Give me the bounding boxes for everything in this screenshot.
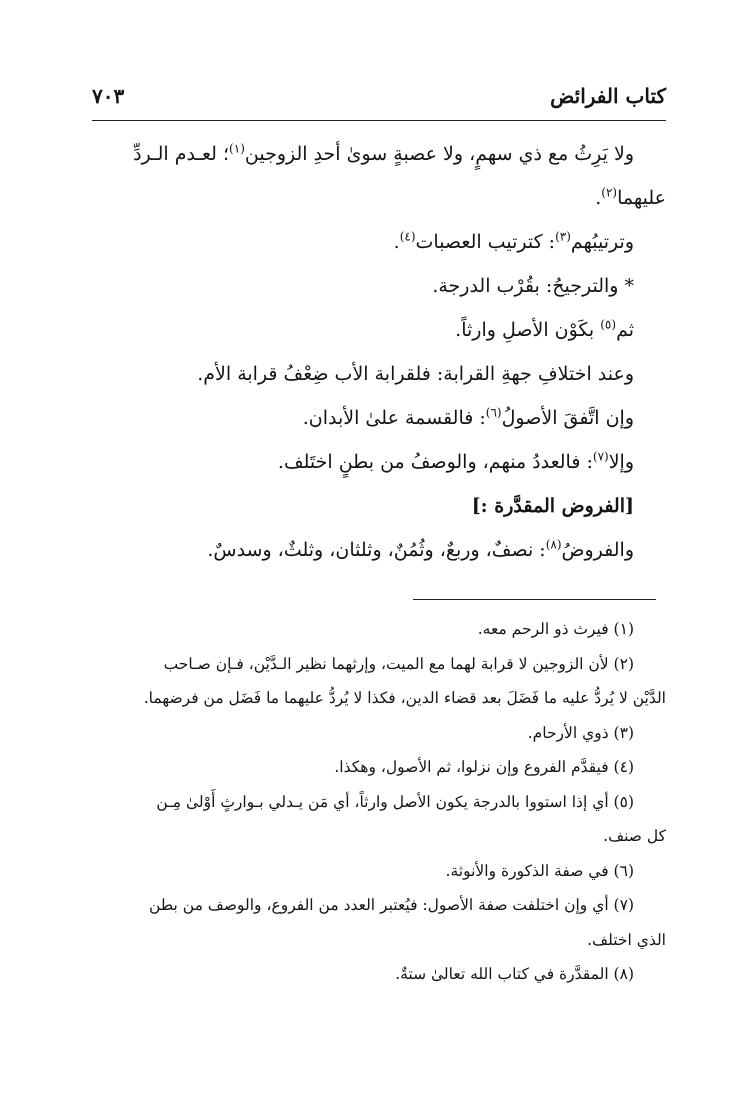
footnote-4: (٤) فيقدَّم الفروع وإن نزلوا، ثم الأصول، وهكذا.	[334, 758, 634, 776]
page-header	[92, 82, 666, 116]
footnote-7-line-1: (٧) أي وإن اختلفت صفة الأصول: فيُعتبر العدد من الفروع، والوصف من بطن	[149, 896, 634, 914]
footnote-ref-8: (٨)	[545, 537, 562, 552]
text-segment: .	[595, 187, 602, 209]
footnote-ref-3: (٣)	[555, 229, 571, 244]
text-segment: وإن اتَّفقَ الأصولُ	[501, 407, 634, 429]
text-segment: بكَوْن الأصلِ وارثاً.	[455, 319, 601, 341]
text-line-4: * والترجيحُ: بقُرْب الدرجة.	[432, 275, 634, 297]
text-line-3	[92, 220, 666, 264]
footnote-ref-4: (٤)	[399, 229, 416, 244]
text-line-1	[92, 132, 666, 176]
text-segment: عليهما	[617, 187, 666, 209]
footnote-ref-2: (٢)	[601, 185, 618, 200]
header-rule	[92, 120, 666, 121]
text-segment: : فالقسمة علىٰ الأبدان.	[302, 407, 486, 429]
footnote-2-line-1: (٢) لأن الزوجين لا قرابة لهما مع الميت، وإرثهما نظير الـدَّيْن، فـإن صـاحب	[163, 654, 634, 673]
text-line-7	[92, 396, 666, 440]
text-segment: ولا يَرِثُ مع ذي سهمٍ، ولا عصبةٍ سوىٰ أحدِ الزوجين	[244, 143, 634, 165]
section-heading: [الفروض المقدَّرة :]	[471, 495, 634, 517]
footnote-ref-6: (٦)	[485, 405, 502, 420]
footnotes	[92, 612, 666, 992]
footnote-ref-7: (٧)	[592, 449, 609, 464]
footnote-3: (٣) ذوي الأرحام.	[527, 723, 634, 742]
text-segment: وترتيبُهم	[570, 231, 634, 253]
footnote-5-line-2: كل صنف.	[603, 827, 666, 845]
text-segment: والفروضُ	[561, 539, 634, 561]
footnote-8: (٨) المقدَّرة في كتاب الله تعالىٰ ستةٌ.	[395, 965, 634, 983]
chapter-title: كتاب الفرائض	[550, 84, 666, 108]
footnote-separator	[413, 599, 656, 600]
text-line-2	[92, 176, 666, 220]
footnote-6: (٦) في صفة الذكورة والأنوثة.	[445, 861, 634, 880]
text-segment: : نصفٌ، وربعٌ، وثُمُنٌ، وثلثان، وثلثٌ، وسدسٌ.	[207, 539, 546, 561]
footnote-2-line-2: الدَّيْن لا يُردُّ عليه ما فَضَلَ بعد قضاء الدين، فكذا لا يُردُّ عليهما ما فَضَل من فرضهما.	[143, 689, 666, 707]
footnote-1: (١) فيرث ذو الرحم معه.	[477, 620, 634, 638]
text-segment: ثم	[616, 319, 634, 341]
page-number: ٧٠٣	[92, 84, 125, 108]
footnote-ref-5: (٥)	[600, 317, 617, 332]
text-segment: : كترتيب العصبات	[415, 231, 556, 253]
text-segment: وإلا	[608, 451, 634, 473]
text-line-8	[92, 440, 666, 484]
text-line-6: وعند اختلافِ جهةِ القرابة: فلقرابة الأب ضِعْفُ قرابة الأم.	[197, 363, 634, 385]
text-line-5	[92, 308, 666, 352]
footnote-ref-1: (١)	[229, 141, 245, 156]
main-text	[92, 132, 666, 572]
text-segment: ؛ لعـدم الـردِّ	[133, 143, 230, 165]
text-segment: : فالعددُ منهم، والوصفُ من بطنٍ اختَلف.	[277, 451, 593, 473]
footnote-7-line-2: الذي اختلف.	[587, 930, 666, 949]
footnote-5-line-1: (٥) أي إذا استووا بالدرجة يكون الأصل وارثاً، أي مَن يـدلي بـوارثٍ أَوْلىٰ مِـن	[156, 792, 634, 811]
text-line-10	[92, 528, 666, 572]
text-segment: .	[393, 231, 400, 253]
